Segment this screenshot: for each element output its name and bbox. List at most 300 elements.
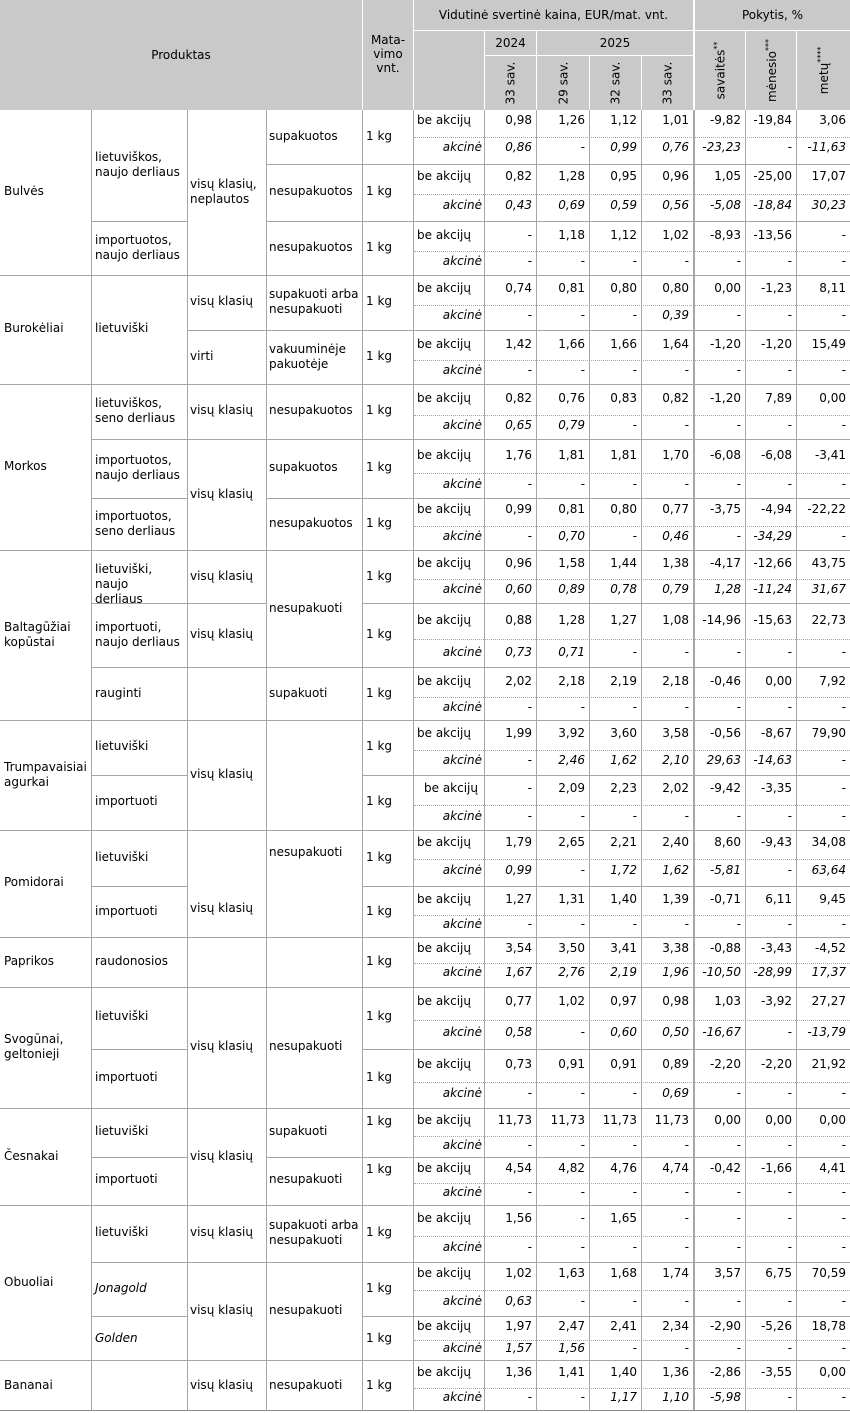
- price-cell: -: [787, 1240, 792, 1254]
- cell-separator: [362, 1108, 850, 1109]
- price-cell: -: [787, 1086, 792, 1100]
- price-cell: 0,91: [558, 1057, 585, 1071]
- price-cell: -18,84: [753, 198, 792, 212]
- product-name: Baltagūžiai kopūstai: [4, 620, 71, 649]
- price-cell: 2,02: [505, 674, 532, 688]
- cell-separator: [362, 275, 850, 276]
- price-cell: 0,82: [505, 391, 532, 405]
- price-type-label: akcinė: [442, 809, 482, 823]
- price-cell: 79,90: [811, 726, 846, 740]
- price-cell: -: [580, 1390, 585, 1404]
- price-cell: -: [787, 1294, 792, 1308]
- product-name: Bananai: [4, 1378, 53, 1392]
- price-cell: -: [580, 917, 585, 931]
- price-cell: 43,75: [811, 556, 846, 570]
- price-type-label: akcinė: [442, 529, 482, 543]
- price-cell: 18,78: [811, 1319, 846, 1333]
- price-cell: 1,62: [610, 753, 637, 767]
- unit-label: 1 kg: [366, 794, 393, 808]
- cell-separator: [362, 1205, 850, 1206]
- price-cell: 6,75: [765, 1266, 792, 1280]
- price-type-label: akcinė: [442, 198, 482, 212]
- header-week-4: 33 sav.: [660, 61, 675, 105]
- price-type-label: be akcijų: [417, 1113, 471, 1127]
- cell-separator: [187, 1205, 266, 1206]
- price-cell: 0,98: [662, 994, 689, 1008]
- unit-label: 1 kg: [366, 403, 393, 417]
- price-cell: -: [684, 1185, 689, 1199]
- origin-label: importuoti: [95, 1070, 158, 1084]
- price-cell: -: [841, 1138, 846, 1152]
- cell-separator: [91, 1360, 187, 1361]
- price-cell: -: [787, 809, 792, 823]
- price-cell: -2,20: [709, 1057, 741, 1071]
- price-cell: 1,27: [505, 892, 532, 906]
- package-label: nesupakuoti: [269, 845, 343, 859]
- price-type-label: be akcijų: [417, 228, 471, 242]
- price-type-label: be akcijų: [417, 113, 471, 127]
- price-cell: 0,99: [505, 502, 532, 516]
- header-change-1: savaitės**: [712, 41, 728, 100]
- header-product: Produktas: [151, 48, 211, 62]
- price-cell: -: [841, 1086, 846, 1100]
- cell-separator: [91, 439, 187, 440]
- price-type-label: akcinė: [442, 645, 482, 659]
- package-label: nesupakuoti: [269, 1039, 343, 1053]
- price-cell: -: [684, 645, 689, 659]
- price-cell: -5,26: [760, 1319, 792, 1333]
- price-cell: 1,64: [662, 337, 689, 351]
- cell-separator: [187, 1262, 266, 1263]
- price-cell: 1,70: [662, 448, 689, 462]
- price-cell: -: [527, 753, 532, 767]
- row-divider: [414, 194, 850, 195]
- price-cell: -9,43: [760, 835, 792, 849]
- cell-separator: [362, 1360, 850, 1361]
- cell-separator: [362, 1157, 850, 1158]
- price-cell: 70,59: [811, 1266, 846, 1280]
- product-name: Morkos: [4, 459, 47, 473]
- price-cell: 4,74: [662, 1161, 689, 1175]
- price-cell: -: [736, 418, 741, 432]
- price-cell: -: [580, 809, 585, 823]
- price-type-label: be akcijų: [417, 1161, 471, 1175]
- price-cell: -: [841, 363, 846, 377]
- price-cell: 1,36: [505, 1365, 532, 1379]
- cell-separator: [187, 550, 266, 551]
- price-type-label: akcinė: [442, 418, 482, 432]
- price-cell: 17,37: [811, 965, 846, 979]
- price-cell: 2,02: [662, 781, 689, 795]
- price-cell: 1,81: [610, 448, 637, 462]
- price-cell: -3,92: [760, 994, 792, 1008]
- package-label: nesupakuoti: [269, 601, 343, 615]
- price-type-label: akcinė: [442, 254, 482, 268]
- grid-vline: [362, 110, 363, 1410]
- price-type-label: be akcijų: [417, 1266, 471, 1280]
- cell-separator: [362, 439, 850, 440]
- price-cell: 1,65: [610, 1211, 637, 1225]
- price-cell: -: [527, 308, 532, 322]
- product-name: Burokėliai: [4, 321, 64, 335]
- package-label: supakuoti arba nesupakuoti: [269, 287, 359, 316]
- origin-label: importuotos, naujo derliaus: [95, 453, 180, 482]
- price-cell: -: [684, 254, 689, 268]
- product-name: Česnakai: [4, 1149, 59, 1163]
- cell-separator: [362, 775, 850, 776]
- price-cell: 0,99: [610, 140, 637, 154]
- cell-separator: [91, 221, 187, 222]
- price-cell: -: [632, 1341, 637, 1355]
- price-cell: -: [841, 1390, 846, 1404]
- unit-label: 1 kg: [366, 1225, 393, 1239]
- price-type-label: be akcijų: [417, 1057, 471, 1071]
- price-cell: -: [736, 1341, 741, 1355]
- price-type-label: akcinė: [442, 1086, 482, 1100]
- cell-separator: [362, 720, 850, 721]
- header-week-3: 32 sav.: [608, 61, 623, 105]
- unit-label: 1 kg: [366, 739, 393, 753]
- header-week-1: 33 sav.: [503, 61, 518, 105]
- price-type-label: be akcijų: [417, 1211, 471, 1225]
- price-cell: -: [787, 477, 792, 491]
- price-type-label: akcinė: [442, 1341, 482, 1355]
- price-type-label: be akcijų: [417, 169, 471, 183]
- price-cell: -9,42: [709, 781, 741, 795]
- class-label: visų klasių: [190, 294, 253, 308]
- price-cell: 0,69: [558, 198, 585, 212]
- price-cell: 0,63: [505, 1294, 532, 1308]
- price-cell: -3,75: [709, 502, 741, 516]
- price-cell: -1,20: [760, 337, 792, 351]
- price-cell: 6,11: [765, 892, 792, 906]
- price-cell: 0,97: [610, 994, 637, 1008]
- price-cell: -: [736, 254, 741, 268]
- price-cell: 1,67: [505, 965, 532, 979]
- price-type-label: be akcijų: [417, 726, 471, 740]
- unit-label: 1 kg: [366, 850, 393, 864]
- price-cell: -25,00: [753, 169, 792, 183]
- price-cell: 1,58: [558, 556, 585, 570]
- price-type-label: be akcijų: [417, 941, 471, 955]
- unit-label: 1 kg: [366, 240, 393, 254]
- price-cell: -3,55: [760, 1365, 792, 1379]
- price-cell: -: [787, 1138, 792, 1152]
- row-divider: [414, 1290, 850, 1291]
- price-cell: -: [841, 1211, 846, 1225]
- cell-separator: [362, 830, 850, 831]
- price-cell: -: [684, 477, 689, 491]
- price-cell: 1,31: [558, 892, 585, 906]
- origin-label: lietuviški: [95, 850, 149, 864]
- price-cell: -: [632, 418, 637, 432]
- price-cell: 0,00: [765, 1113, 792, 1127]
- cell-separator: [187, 384, 266, 385]
- price-type-label: akcinė: [442, 753, 482, 767]
- grid-vline: [266, 110, 267, 1410]
- price-cell: 1,27: [610, 613, 637, 627]
- price-cell: -: [632, 1086, 637, 1100]
- price-cell: 1,68: [610, 1266, 637, 1280]
- origin-label: rauginti: [95, 686, 142, 700]
- price-type-label: akcinė: [442, 363, 482, 377]
- product-name: Pomidorai: [4, 875, 64, 889]
- cell-separator: [187, 439, 266, 440]
- price-type-label: be akcijų: [417, 448, 471, 462]
- origin-label: lietuviški: [95, 1225, 149, 1239]
- row-divider: [414, 1388, 850, 1389]
- price-cell: -: [841, 700, 846, 714]
- class-label: visų klasių: [190, 1039, 253, 1053]
- price-cell: 1,44: [610, 556, 637, 570]
- price-type-label: akcinė: [442, 140, 482, 154]
- price-type-label: be akcijų: [417, 892, 471, 906]
- price-type-label: be akcijų: [417, 1365, 471, 1379]
- cell-separator: [91, 498, 187, 499]
- origin-label: lietuviški: [95, 739, 149, 753]
- price-cell: -: [580, 363, 585, 377]
- price-cell: -: [787, 1390, 792, 1404]
- price-cell: -28,99: [753, 965, 792, 979]
- package-label: nesupakuotos: [269, 184, 353, 198]
- price-cell: 3,54: [505, 941, 532, 955]
- price-cell: 1,08: [662, 613, 689, 627]
- header-week-2: 29 sav.: [556, 61, 570, 105]
- row-divider: [414, 963, 850, 964]
- price-cell: 2,18: [558, 674, 585, 688]
- price-cell: 0,88: [505, 613, 532, 627]
- price-cell: 0,00: [819, 391, 846, 405]
- package-label: vakuuminėje pakuotėje: [269, 342, 346, 371]
- price-cell: 0,77: [505, 994, 532, 1008]
- price-cell: 22,73: [811, 613, 846, 627]
- price-cell: -23,23: [702, 140, 741, 154]
- cell-separator: [91, 937, 187, 938]
- package-label: supakuoti arba nesupakuoti: [269, 1218, 359, 1247]
- price-cell: 8,60: [714, 835, 741, 849]
- price-cell: -2,90: [709, 1319, 741, 1333]
- cell-separator: [362, 384, 850, 385]
- price-cell: 8,11: [819, 281, 846, 295]
- price-cell: -: [632, 529, 637, 543]
- price-cell: 1,57: [505, 1341, 532, 1355]
- cell-separator: [266, 1205, 362, 1206]
- price-type-label: akcinė: [442, 1294, 482, 1308]
- unit-label: 1 kg: [366, 954, 393, 968]
- unit-label: 1 kg: [366, 1114, 393, 1128]
- price-cell: -6,08: [760, 448, 792, 462]
- price-cell: 1,99: [505, 726, 532, 740]
- price-cell: 0,60: [610, 1025, 637, 1039]
- price-cell: -8,93: [709, 228, 741, 242]
- price-cell: 0,77: [662, 502, 689, 516]
- price-cell: -0,88: [709, 941, 741, 955]
- price-cell: 1,72: [610, 863, 637, 877]
- price-cell: 34,08: [811, 835, 846, 849]
- price-cell: 0,46: [662, 529, 689, 543]
- price-type-label: be akcijų: [417, 556, 471, 570]
- cell-separator: [266, 275, 362, 276]
- price-cell: -: [787, 1341, 792, 1355]
- price-cell: -: [632, 1138, 637, 1152]
- package-label: nesupakuoti: [269, 1172, 343, 1186]
- price-cell: 0,76: [558, 391, 585, 405]
- price-cell: -: [632, 645, 637, 659]
- unit-label: 1 kg: [366, 1331, 393, 1345]
- cell-separator: [362, 221, 850, 222]
- price-cell: 0,00: [714, 281, 741, 295]
- price-cell: -: [684, 700, 689, 714]
- cell-separator: [362, 498, 850, 499]
- price-type-label: akcinė: [442, 917, 482, 931]
- price-cell: -: [841, 529, 846, 543]
- price-cell: -8,67: [760, 726, 792, 740]
- price-cell: -: [736, 529, 741, 543]
- price-cell: -: [787, 1025, 792, 1039]
- price-cell: -: [527, 529, 532, 543]
- cell-separator: [362, 1049, 850, 1050]
- origin-label: lietuviški: [95, 1009, 149, 1023]
- price-cell: 1,96: [662, 965, 689, 979]
- cell-separator: [362, 550, 850, 551]
- cell-separator: [91, 1262, 187, 1263]
- price-cell: -: [787, 308, 792, 322]
- class-label: visų klasių: [190, 767, 253, 781]
- table-bottom-border: [0, 1410, 850, 1411]
- price-cell: 1,41: [558, 1365, 585, 1379]
- price-cell: -: [527, 1185, 532, 1199]
- price-cell: -3,35: [760, 781, 792, 795]
- price-cell: 0,00: [819, 1113, 846, 1127]
- class-label: visų klasių: [190, 1303, 253, 1317]
- package-label: nesupakuotos: [269, 516, 353, 530]
- price-cell: 0,58: [505, 1025, 532, 1039]
- class-label: visų klasių: [190, 1225, 253, 1239]
- price-cell: 0,00: [714, 1113, 741, 1127]
- price-cell: -: [684, 917, 689, 931]
- origin-label: Golden: [95, 1331, 138, 1345]
- price-cell: -: [684, 1211, 689, 1225]
- unit-label: 1 kg: [366, 184, 393, 198]
- origin-label: lietuviškos, seno derliaus: [95, 396, 176, 425]
- cell-separator: [362, 937, 850, 938]
- price-cell: -: [632, 1294, 637, 1308]
- price-type-label: akcinė: [442, 1025, 482, 1039]
- price-cell: 1,66: [610, 337, 637, 351]
- price-cell: 1,81: [558, 448, 585, 462]
- cell-separator: [266, 439, 362, 440]
- price-cell: -: [580, 1086, 585, 1100]
- price-type-label: akcinė: [442, 582, 482, 596]
- price-cell: 2,65: [558, 835, 585, 849]
- price-cell: 4,76: [610, 1161, 637, 1175]
- price-cell: -: [527, 1390, 532, 1404]
- header-change: Pokytis, %: [741, 8, 804, 22]
- price-cell: -: [580, 1240, 585, 1254]
- price-cell: 2,18: [662, 674, 689, 688]
- row-divider: [414, 697, 850, 698]
- price-type-label: be akcijų: [417, 835, 471, 849]
- cell-separator: [91, 886, 187, 887]
- price-cell: -: [632, 700, 637, 714]
- price-cell: -5,08: [709, 198, 741, 212]
- price-cell: -13,56: [753, 228, 792, 242]
- price-cell: 0,69: [662, 1086, 689, 1100]
- origin-label: importuoti, naujo derliaus: [95, 620, 180, 649]
- price-cell: 15,49: [811, 337, 846, 351]
- price-cell: 0,71: [558, 645, 585, 659]
- cell-separator: [362, 667, 850, 668]
- class-label: visų klasių: [190, 487, 253, 501]
- price-cell: -: [580, 1025, 585, 1039]
- cell-separator: [91, 1157, 187, 1158]
- cell-separator: [266, 1157, 362, 1158]
- price-cell: 2,76: [558, 965, 585, 979]
- price-cell: -: [787, 140, 792, 154]
- price-cell: 11,73: [550, 1113, 585, 1127]
- cell-separator: [187, 830, 266, 831]
- price-cell: -: [527, 363, 532, 377]
- price-cell: -0,56: [709, 726, 741, 740]
- price-cell: -: [632, 917, 637, 931]
- cell-separator: [187, 1360, 266, 1361]
- cell-separator: [362, 164, 850, 165]
- unit-label: 1 kg: [366, 1281, 393, 1295]
- price-cell: -: [684, 418, 689, 432]
- price-cell: -: [580, 863, 585, 877]
- origin-label: lietuviški, naujo derliaus: [95, 562, 153, 606]
- price-cell: -11,24: [753, 582, 792, 596]
- price-cell: -: [736, 1240, 741, 1254]
- price-cell: 0,83: [610, 391, 637, 405]
- price-cell: -: [684, 1294, 689, 1308]
- price-cell: -: [527, 477, 532, 491]
- class-label: virti: [190, 349, 214, 363]
- price-cell: 11,73: [602, 1113, 637, 1127]
- price-cell: -: [632, 477, 637, 491]
- price-cell: 1,02: [662, 228, 689, 242]
- price-cell: -9,82: [709, 113, 741, 127]
- price-cell: -: [841, 1294, 846, 1308]
- price-cell: -: [787, 1211, 792, 1225]
- price-cell: -: [527, 1138, 532, 1152]
- unit-label: 1 kg: [366, 569, 393, 583]
- price-cell: 2,34: [662, 1319, 689, 1333]
- price-cell: 1,28: [558, 169, 585, 183]
- cell-separator: [91, 720, 266, 721]
- price-cell: 0,80: [662, 281, 689, 295]
- unit-label: 1 kg: [366, 904, 393, 918]
- row-divider: [414, 859, 850, 860]
- header-price: Vidutinė svertinė kaina, EUR/mat. vnt.: [438, 8, 669, 22]
- row-divider: [414, 1020, 850, 1021]
- row-divider: [414, 1136, 850, 1137]
- price-cell: 0,82: [505, 169, 532, 183]
- price-cell: -3,41: [814, 448, 846, 462]
- cell-separator: [187, 275, 266, 276]
- price-cell: -: [736, 1185, 741, 1199]
- price-cell: -: [580, 140, 585, 154]
- price-cell: -: [787, 418, 792, 432]
- price-cell: 0,00: [765, 674, 792, 688]
- price-cell: -2,86: [709, 1365, 741, 1379]
- origin-label: importuoti: [95, 1172, 158, 1186]
- price-cell: -: [841, 1341, 846, 1355]
- price-cell: 3,41: [610, 941, 637, 955]
- price-cell: 0,39: [662, 308, 689, 322]
- price-cell: -: [527, 809, 532, 823]
- unit-label: 1 kg: [366, 349, 393, 363]
